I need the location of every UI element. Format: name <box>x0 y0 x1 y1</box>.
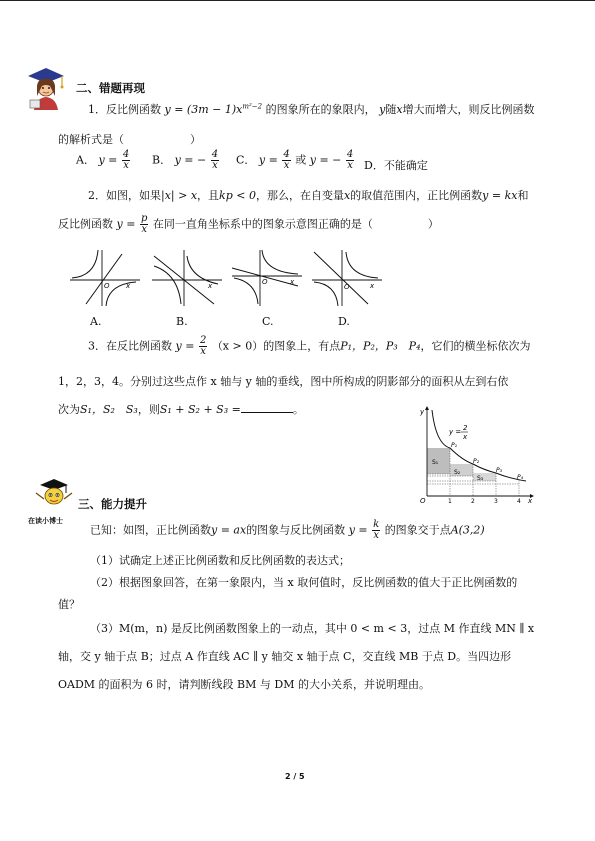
frac-num: 4 <box>346 149 354 160</box>
q3-line1 <box>88 336 530 357</box>
q1-option-a <box>76 150 131 171</box>
q1-var-y: y <box>379 103 386 116</box>
q3-line3-end: 。 <box>292 403 304 416</box>
frac-num: 4 <box>211 149 219 160</box>
section3-heading: 三、能力提升 <box>78 497 147 511</box>
s3-part1: （1）试确定上述正比例函数和反比例函数的表达式； <box>90 554 350 567</box>
s3-intro <box>90 520 485 541</box>
avatar-caption: 在读小博士 <box>28 517 63 525</box>
frac-den: x <box>283 160 290 171</box>
q2-line2-a: 反比例函数 <box>58 217 113 231</box>
s3-intro-pre: y = <box>348 523 368 537</box>
fig-tick-2: 2 <box>471 498 475 504</box>
s3-intro-c: 的图象交于点 <box>384 523 451 537</box>
q2-graph-c <box>228 246 308 308</box>
q2-text-e: 的取值范围内，正比例函数 <box>350 189 483 202</box>
fig-func-pre: y = <box>449 428 462 436</box>
q2-line2-pre: y = <box>116 217 136 231</box>
fig-p1: P₁ <box>451 442 458 449</box>
top-rule <box>0 0 595 1</box>
fig-func-num: 2 <box>463 424 468 432</box>
q1-line1 <box>88 101 535 117</box>
q1-formula: y = (3m − 1)x <box>164 103 243 116</box>
frac-num: k <box>373 519 380 530</box>
q1-option-c <box>236 150 355 171</box>
page-number: 2 / 5 <box>285 772 305 781</box>
s3-part3-line3: OADM 的面积为 6 时，请判断线段 BM 与 DM 的大小关系，并说明理由。 <box>58 678 430 691</box>
q1-var-x: x <box>396 103 403 116</box>
frac-den: x <box>347 160 353 171</box>
q1-exponent: m²−2 <box>242 102 263 111</box>
q3-pre: y = <box>175 339 195 353</box>
q3-text-c: ，它们的横坐标依次为 <box>420 339 531 353</box>
q2-var-x: x <box>343 189 351 202</box>
s3-part2-line2: 值？ <box>58 598 80 611</box>
section2-heading: 二、错题再现 <box>76 81 145 95</box>
doctor-character-icon <box>32 477 76 513</box>
s3-part3-line2: 轴，交 y 轴于点 B；过点 A 作直线 AC ∥ y 轴交 x 轴于点 C，交直线 MB 于点 D。当四边形 <box>58 650 512 663</box>
q3-text-a: 3．在反比例函数 <box>88 339 172 353</box>
q1-option-a-label: A． <box>76 153 95 167</box>
axis-x-label: x <box>290 278 295 286</box>
s3-intro-b: 的图象与反比例函数 <box>246 523 346 537</box>
fig-x-label: x <box>528 497 533 504</box>
fig-tick-4: 4 <box>517 498 521 504</box>
axis-x-label: x <box>126 282 131 290</box>
q1-option-c-or: 或 <box>295 153 307 167</box>
s3-point-a: A(3,2) <box>450 523 485 537</box>
q2-choice-d: D. <box>338 315 350 328</box>
frac-den: x <box>373 530 379 541</box>
q1-option-c-frac1 <box>282 150 290 171</box>
fig-p2: P₂ <box>473 458 480 465</box>
fig-y-label: y <box>420 408 425 416</box>
q1-option-d: D．不能确定 <box>364 159 428 172</box>
q1-text-a: 1．反比例函数 <box>88 103 161 116</box>
axis-origin-label: O <box>344 283 350 291</box>
q2-text-a: 2．如图，如果 <box>88 189 161 202</box>
fig-p3: P₃ <box>496 467 503 474</box>
q3-line2: 1，2，3，4。分别过这些点作 x 轴与 y 轴的垂线，图中所构成的阴影部分的面积从左到右依 <box>58 375 509 388</box>
q1-option-c-label: C． <box>236 153 256 167</box>
q3-answer-blank[interactable] <box>241 403 293 413</box>
s3-intro-frac <box>372 520 380 541</box>
q2-graph-d <box>308 246 388 308</box>
axis-origin-label: O <box>104 282 110 290</box>
q3-text-b: 的图象上，有点 <box>263 339 341 353</box>
q3-line3 <box>58 401 304 417</box>
q1-option-c-pre1: y = <box>258 153 278 167</box>
q2-text-g: 和 <box>517 189 529 202</box>
q2-line2 <box>58 214 439 235</box>
q2-text-c: ，那么，在自变量 <box>255 189 344 202</box>
fig-func-den: x <box>463 433 468 441</box>
q1-text-d: 随 <box>385 103 397 116</box>
q2-kp: kp < 0 <box>219 189 256 202</box>
q2-line1 <box>88 187 528 203</box>
frac-num: 4 <box>122 149 130 160</box>
q2-frac <box>140 214 148 235</box>
q1-option-b-frac <box>211 150 219 171</box>
fig-tick-3: 3 <box>494 498 498 504</box>
graduate-character-icon <box>22 66 66 110</box>
q3-points: P₁，P₂，P₃ P₄ <box>340 339 421 353</box>
s3-part2-line1: （2）根据图象回答，在第一象限内，当 x 取何值时，反比例函数的值大于正比例函数的 <box>90 576 518 589</box>
q3-line3-b: ，则 <box>137 403 160 416</box>
q2-line2-b: 在同一直角坐标系中的图象示意图正确的是（ ） <box>152 217 439 231</box>
s3-intro-a: 已知：如图，正比例函数 <box>90 523 211 537</box>
s3-part3-line1: （3）M(m，n) 是反比例函数图象上的一动点，其中 0 < m < 3，过点 M 作直线 MN ∥ x <box>90 622 535 635</box>
shade-s1 <box>427 448 450 474</box>
q1-option-a-frac <box>122 150 130 171</box>
frac-den: x <box>200 346 206 357</box>
frac-den: x <box>141 224 147 235</box>
q2-choice-b: B. <box>176 315 188 328</box>
q3-frac <box>199 336 207 357</box>
q2-abs: |x| > x <box>161 189 198 202</box>
q2-graph-b <box>148 246 228 308</box>
fig-p4: P₄ <box>517 474 524 481</box>
frac-num: 2 <box>199 335 207 346</box>
s3-linear-fn: y = ax <box>211 523 247 537</box>
q1-option-c-frac2 <box>346 150 354 171</box>
fig-s1: S₁ <box>432 459 439 466</box>
q1-text-f: 增大而增大，则反比例函数 <box>402 103 535 116</box>
q3-figure <box>416 404 534 504</box>
q3-condition: （x > 0） <box>211 339 264 353</box>
axis-origin-label: O <box>262 278 268 286</box>
q1-text-b: 的图象所在的象限内， <box>265 103 376 116</box>
q2-choice-c: C. <box>262 315 274 328</box>
q2-graph-a <box>66 246 146 308</box>
q1-option-c-pre2: y = − <box>309 153 342 167</box>
fig-s2: S₂ <box>454 469 461 476</box>
q3-areas: S₁，S₂ S₃ <box>80 403 138 416</box>
frac-den: x <box>212 160 218 171</box>
q1-option-b-pre: y = − <box>174 153 207 167</box>
q2-choice-a: A. <box>90 315 102 328</box>
axis-x-label: x <box>370 282 375 290</box>
frac-den: x <box>123 160 129 171</box>
fig-origin-label: O <box>420 497 426 504</box>
q1-option-b <box>152 150 220 171</box>
q2-fn: y = kx <box>482 189 518 202</box>
frac-num: p <box>140 213 148 224</box>
q1-option-a-pre: y = <box>98 153 118 167</box>
fig-tick-1: 1 <box>448 498 452 504</box>
q2-text-b: ，且 <box>197 189 220 202</box>
q3-line3-a: 次为 <box>58 403 80 416</box>
fig-s3: S₃ <box>477 475 484 482</box>
q1-option-b-label: B． <box>152 153 172 167</box>
q3-sum: S₁ + S₂ + S₃ = <box>159 403 241 416</box>
q1-line2: 的解析式是（ ） <box>58 133 201 146</box>
axis-x-label: x <box>208 282 213 290</box>
frac-num: 4 <box>283 149 290 160</box>
